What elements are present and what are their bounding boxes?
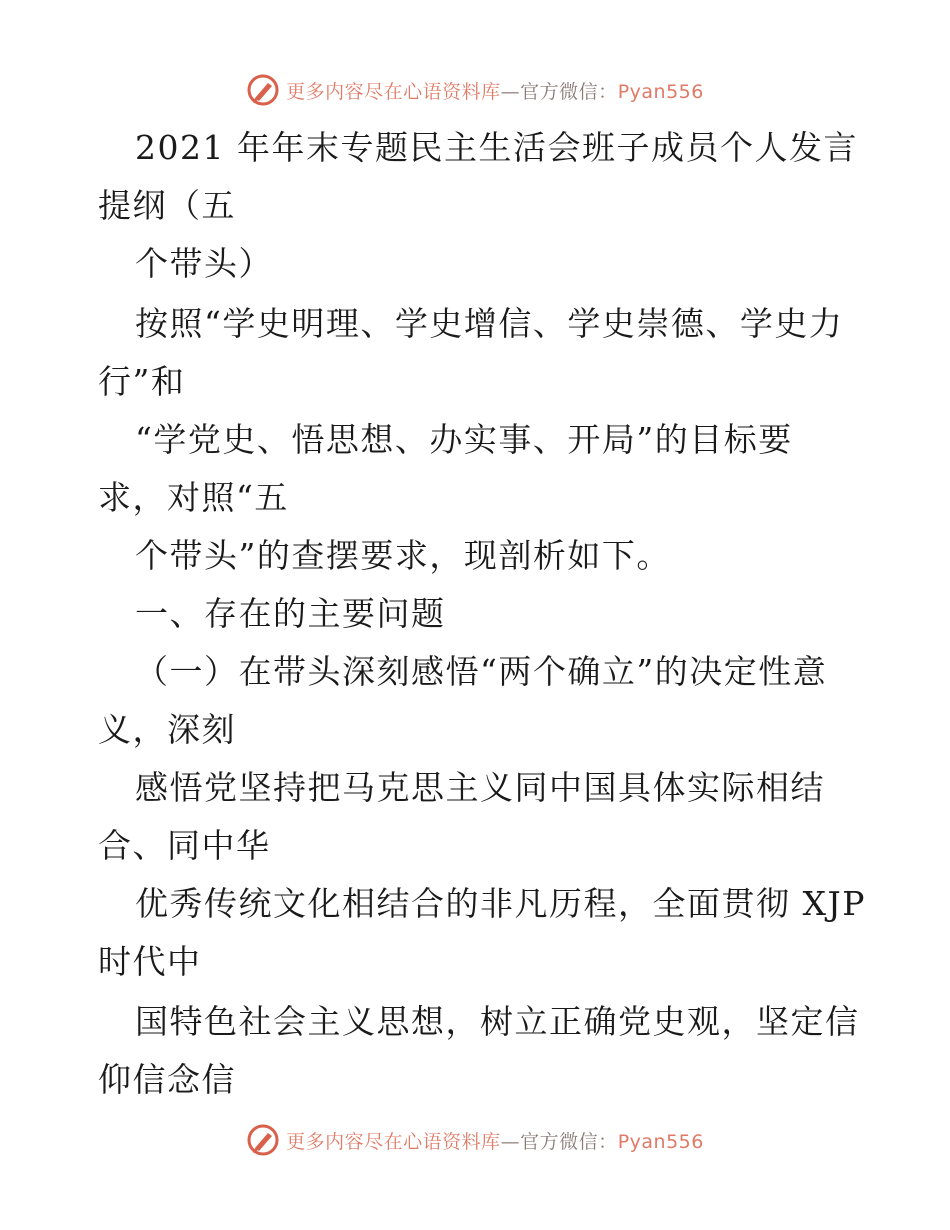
watermark-text xyxy=(286,1127,704,1154)
text-line: “学党史、悟思想、办实事、开局”的目标要 xyxy=(135,420,793,459)
watermark-text xyxy=(286,77,704,104)
text-line: （一）在带头深刻感悟“两个确立”的决定性意 xyxy=(135,652,828,691)
text-line: 仰信念信 xyxy=(98,1060,236,1099)
text-line: 求，对照“五 xyxy=(98,478,289,517)
watermark-main: 更多内容尽在心语资料库 xyxy=(286,1130,501,1153)
text-line: 2021 年年末专题民主生活会班子成员个人发言 xyxy=(135,128,858,167)
text-line: 义，深刻 xyxy=(98,710,236,749)
text-line: 提纲（五 xyxy=(98,186,236,225)
watermark-main: 更多内容尽在心语资料库 xyxy=(286,80,501,103)
header-watermark xyxy=(0,70,950,110)
text-line: 国特色社会主义思想，树立正确党史观，坚定信 xyxy=(135,1002,860,1041)
watermark-dash: — xyxy=(500,80,521,103)
watermark-wechat-id: Pyan556 xyxy=(617,80,704,103)
text-line: 个带头） xyxy=(135,244,273,283)
text-line: 时代中 xyxy=(98,942,202,981)
text-line: 个带头”的查摆要求，现剖析如下。 xyxy=(135,536,671,575)
pen-logo-icon xyxy=(246,73,280,107)
watermark-wechat-label: 官方微信： xyxy=(520,1130,618,1153)
text-line: 行”和 xyxy=(98,362,186,401)
text-line: 按照“学史明理、学史增信、学史崇德、学史力 xyxy=(135,304,844,343)
watermark-wechat-label: 官方微信： xyxy=(520,80,618,103)
text-line: 合、同中华 xyxy=(98,826,271,865)
text-line: 一、存在的主要问题 xyxy=(135,594,446,633)
pen-logo-icon xyxy=(246,1123,280,1157)
footer-watermark xyxy=(0,1120,950,1160)
watermark-wechat-id: Pyan556 xyxy=(617,1130,704,1153)
watermark-dash: — xyxy=(500,1130,521,1153)
text-line: 优秀传统文化相结合的非凡历程，全面贯彻 XJP xyxy=(135,884,866,923)
text-line: 感悟党坚持把马克思主义同中国具体实际相结 xyxy=(135,768,825,807)
